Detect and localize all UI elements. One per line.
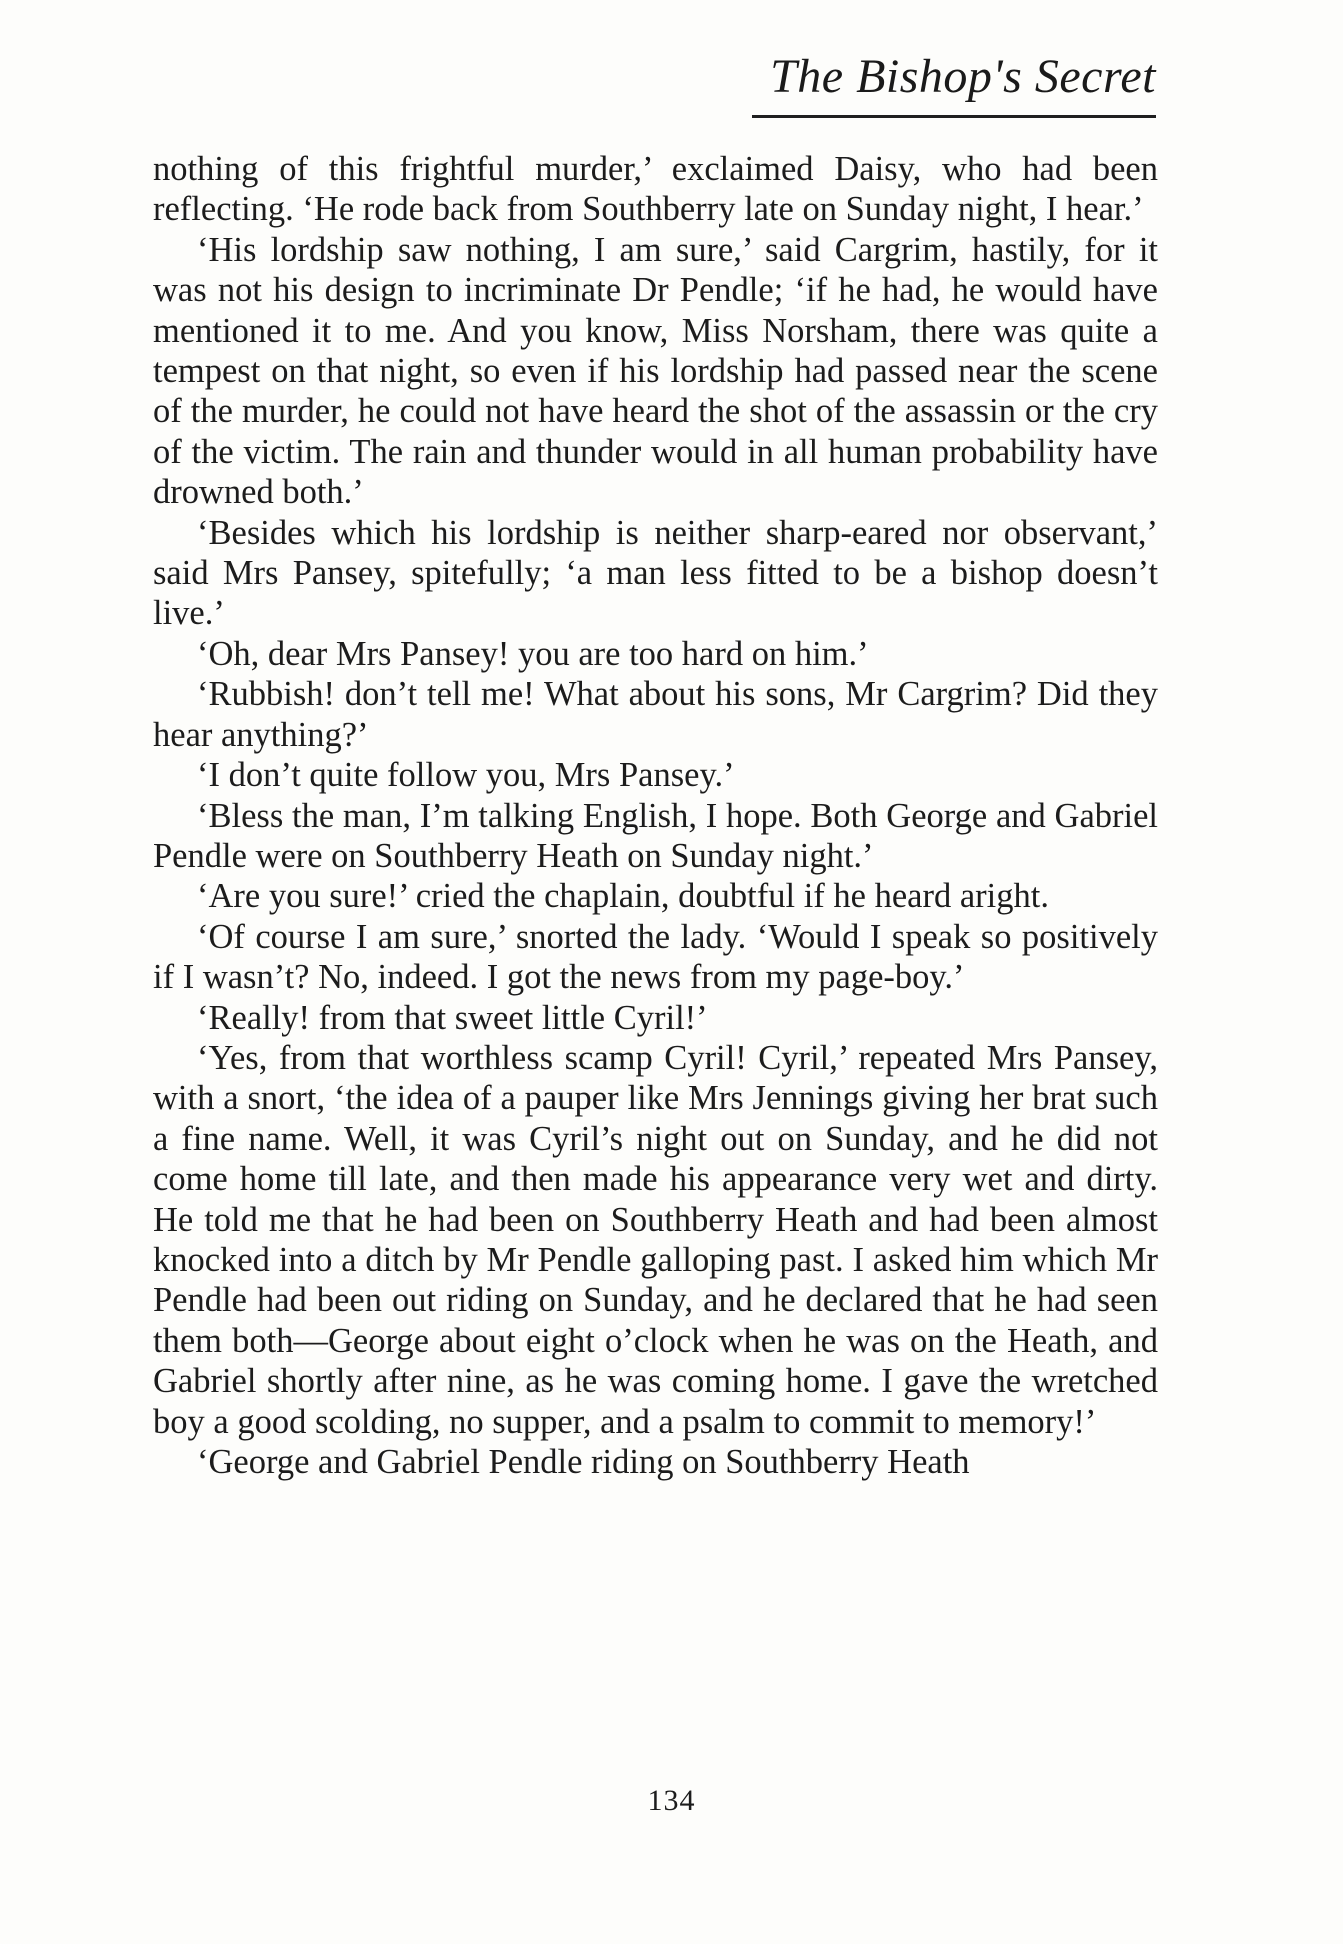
- paragraph: ‘His lordship saw nothing, I am sure,’ said Cargrim, hastily, for it was not his design to incriminate Dr Pendle; ‘if he had, he would have mentioned it to me. And you know, Miss Norsham, there was quite a tempest on that night, so even if his lordship had passed near the scene of the murder, he could not have heard the shot of the assassin or the cry of the victim. The rain and thunder would in all human probability have drowned both.’: [153, 230, 1158, 512]
- paragraph: ‘George and Gabriel Pendle riding on Southberry Heath: [197, 1443, 970, 1481]
- paragraph: ‘Are you sure!’ cried the chaplain, doubtful if he heard aright.: [197, 877, 1049, 916]
- header-rule: [752, 115, 1156, 118]
- page-number: 134: [647, 1784, 696, 1817]
- paragraph: ‘Besides which his lordship is neither sharp-eared nor observant,’ said Mrs Pansey, spitefully; ‘a man less fitted to be a bishop doesn’t live.’: [153, 513, 1158, 633]
- paragraph: nothing of this frightful murder,’ exclaimed Daisy, who had been reflecting. ‘He rode back from Southberry late on Sunday night, I hear.’: [153, 150, 1158, 229]
- body-text: [153, 149, 1158, 1482]
- paragraph: ‘Of course I am sure,’ snorted the lady. ‘Would I speak so positively if I wasn’t? No, indeed. I got the news from my page-boy.’: [153, 917, 1158, 997]
- paragraph: ‘Yes, from that worthless scamp Cyril! Cyril,’ repeated Mrs Pansey, with a snort, ‘the idea of a pauper like Mrs Jennings giving her brat such a fine name. Well, it was Cyril’s night out on Sunday, and he did not come home till late, and then made his appearance very wet and dirty. He told me that he had been on Southberry Heath and had been almost knocked into a ditch by Mr Pendle galloping past. I asked him which Mr Pendle had been out riding on Sunday, and he declared that he had seen them both—George about eight o’clock when he was on the Heath, and Gabriel shortly after nine, as he was coming home. I gave the wretched boy a good scolding, no supper, and a psalm to commit to memory!’: [153, 1038, 1158, 1441]
- paragraph: ‘Bless the man, I’m talking English, I hope. Both George and Gabriel Pendle were on Southberry Heath on Sunday night.’: [153, 796, 1158, 875]
- running-head: The Bishop's Secret: [770, 50, 1156, 103]
- paragraph: ‘Oh, dear Mrs Pansey! you are too hard on him.’: [197, 634, 869, 673]
- paragraph: ‘I don’t quite follow you, Mrs Pansey.’: [197, 756, 735, 795]
- paragraph: ‘Rubbish! don’t tell me! What about his sons, Mr Cargrim? Did they hear anything?’: [153, 675, 1158, 754]
- paragraph: ‘Really! from that sweet little Cyril!’: [197, 998, 708, 1037]
